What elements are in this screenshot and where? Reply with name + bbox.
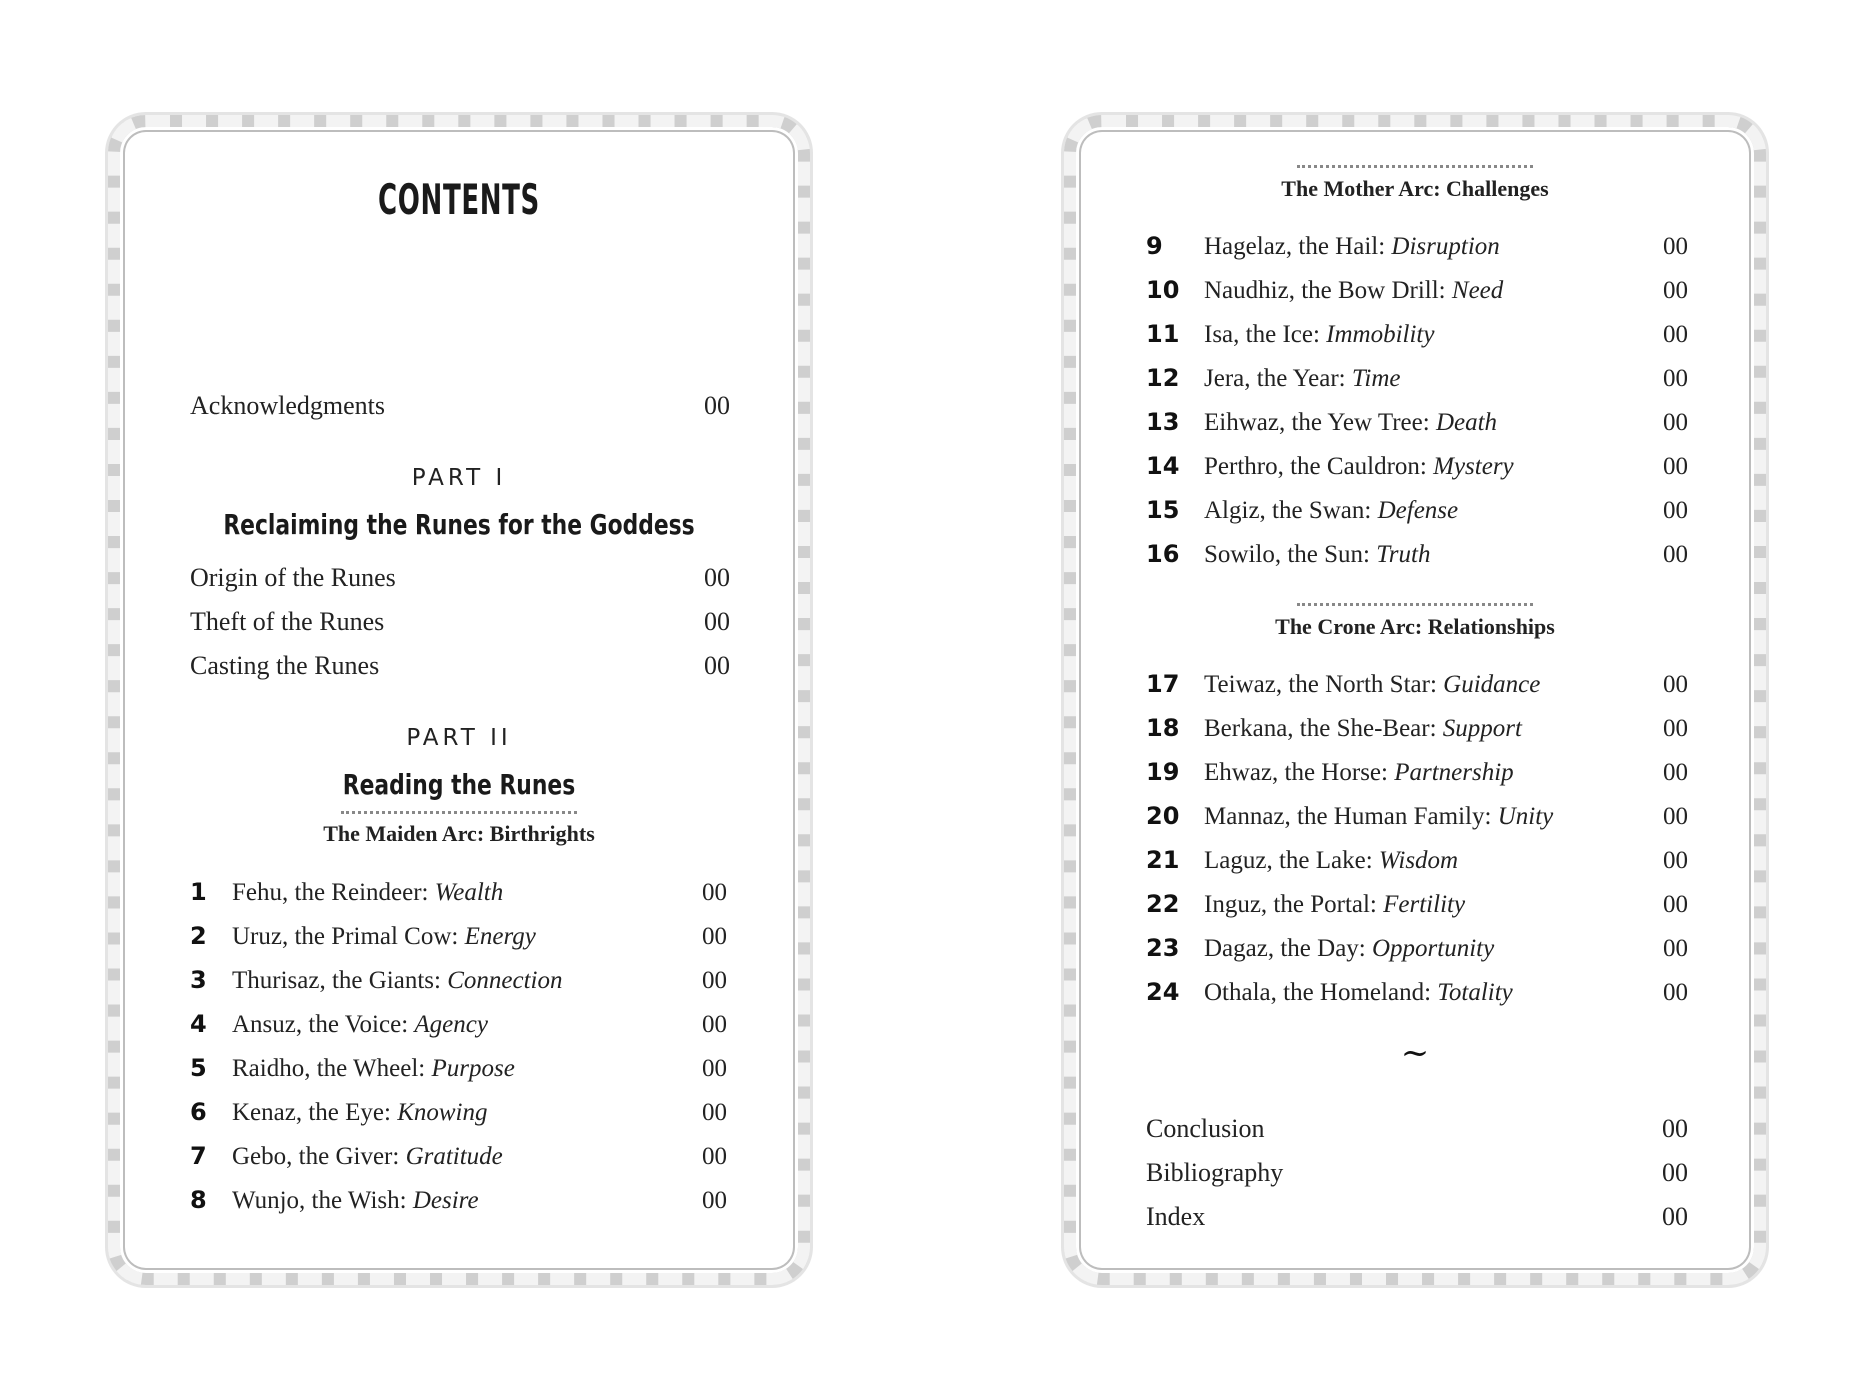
entry-label: Conclusion <box>1146 1114 1265 1143</box>
entry-page: 00 <box>1662 1158 1688 1187</box>
rune-name: Laguz, the Lake: <box>1204 847 1379 874</box>
rune-number: 12 <box>1146 364 1180 392</box>
rune-theme: Fertility <box>1383 891 1466 918</box>
rune-name: Thurisaz, the Giants: <box>232 967 448 994</box>
swash-ornament: ~ <box>1400 1033 1430 1073</box>
rune-theme: Defense <box>1377 497 1459 524</box>
rune-title <box>1204 321 1663 349</box>
rune-page-number: 00 <box>1663 453 1688 480</box>
rune-entry[interactable] <box>1146 670 1688 710</box>
part-1-label: PART I <box>411 465 507 491</box>
rune-entry[interactable] <box>1146 934 1688 974</box>
rune-number: 4 <box>190 1010 207 1038</box>
rune-title <box>1204 671 1663 699</box>
rune-page-number: 00 <box>1663 847 1688 874</box>
rune-number: 15 <box>1146 496 1180 524</box>
entry-label: Casting the Runes <box>190 651 380 680</box>
rune-name: Isa, the Ice: <box>1204 321 1327 348</box>
rune-entry[interactable] <box>1146 276 1688 316</box>
toc-entry[interactable] <box>190 607 730 637</box>
rune-theme: Truth <box>1376 541 1431 568</box>
rune-theme: Partnership <box>1394 759 1514 786</box>
rune-page-number: 00 <box>1663 321 1688 348</box>
rune-name: Dagaz, the Day: <box>1204 935 1372 962</box>
part-1-title: Reclaiming the Runes for the Goddess <box>223 508 695 541</box>
right-page <box>1064 115 1766 1285</box>
rune-theme: Support <box>1442 715 1522 742</box>
rune-number: 21 <box>1146 846 1180 874</box>
rune-theme: Connection <box>447 967 563 994</box>
rune-theme: Mystery <box>1433 453 1514 480</box>
rune-page-number: 00 <box>702 923 727 950</box>
dotted-divider <box>1297 165 1533 168</box>
rune-page-number: 00 <box>702 1187 727 1214</box>
rune-name: Sowilo, the Sun: <box>1204 541 1377 568</box>
entry-page: 00 <box>704 563 730 592</box>
rune-number: 20 <box>1146 802 1180 830</box>
entry-label: Bibliography <box>1146 1158 1284 1187</box>
rune-name: Mannaz, the Human Family: <box>1204 803 1498 830</box>
rune-page-number: 00 <box>1663 277 1688 304</box>
rune-title <box>232 1055 702 1083</box>
entry-page: 00 <box>704 607 730 636</box>
rune-title <box>1204 497 1663 525</box>
entry-page: 00 <box>1662 1114 1688 1143</box>
rune-title <box>1204 759 1663 787</box>
rune-entry[interactable] <box>190 966 727 1006</box>
rune-entry[interactable] <box>1146 540 1688 580</box>
rune-title <box>1204 715 1663 743</box>
rune-page-number: 00 <box>702 879 727 906</box>
mother-arc-title: The Mother Arc: Challenges <box>1281 176 1549 201</box>
rune-title <box>1204 541 1663 569</box>
dotted-divider <box>1297 603 1533 606</box>
toc-entry[interactable] <box>190 651 730 681</box>
rune-title <box>232 967 702 995</box>
rune-title <box>232 1011 702 1039</box>
rune-name: Othala, the Homeland: <box>1204 979 1438 1006</box>
toc-entry-bibliography[interactable] <box>1146 1158 1688 1188</box>
rune-entry[interactable] <box>1146 714 1688 754</box>
rune-name: Algiz, the Swan: <box>1204 497 1378 524</box>
toc-entry-acknowledgments[interactable] <box>190 391 730 421</box>
entry-label: Theft of the Runes <box>190 607 385 636</box>
rune-page-number: 00 <box>1663 935 1688 962</box>
rune-page-number: 00 <box>1663 233 1688 260</box>
rune-name: Hagelaz, the Hail: <box>1204 233 1392 260</box>
rune-entry[interactable] <box>190 1010 727 1050</box>
rune-number: 11 <box>1146 320 1180 348</box>
rune-page-number: 00 <box>1663 891 1688 918</box>
rune-theme: Wisdom <box>1378 847 1459 874</box>
part-2-label: PART II <box>406 725 512 751</box>
rune-theme: Knowing <box>397 1099 488 1126</box>
rune-number: 13 <box>1146 408 1180 436</box>
rune-title <box>1204 803 1663 831</box>
rune-page-number: 00 <box>1663 541 1688 568</box>
rune-number: 16 <box>1146 540 1180 568</box>
rune-theme: Disruption <box>1391 233 1500 260</box>
contents-title: CONTENTS <box>378 175 540 224</box>
rune-name: Eihwaz, the Yew Tree: <box>1204 409 1436 436</box>
rune-entry[interactable] <box>190 1186 727 1226</box>
rune-entry[interactable] <box>1146 758 1688 798</box>
rune-page-number: 00 <box>702 1143 727 1170</box>
rune-entry[interactable] <box>1146 802 1688 842</box>
rune-theme: Unity <box>1497 803 1554 830</box>
rune-number: 19 <box>1146 758 1180 786</box>
rune-title <box>1204 233 1663 261</box>
rune-entry[interactable] <box>190 1142 727 1182</box>
rune-page-number: 00 <box>1663 979 1688 1006</box>
rune-name: Ehwaz, the Horse: <box>1204 759 1395 786</box>
toc-entry-conclusion[interactable] <box>1146 1114 1688 1144</box>
rune-entry[interactable] <box>1146 364 1688 404</box>
part-2-title: Reading the Runes <box>342 768 576 801</box>
crone-arc-title: The Crone Arc: Relationships <box>1275 614 1555 639</box>
rune-entry[interactable] <box>190 922 727 962</box>
rune-title <box>1204 979 1663 1007</box>
rune-number: 18 <box>1146 714 1180 742</box>
rune-name: Naudhiz, the Bow Drill: <box>1204 277 1452 304</box>
rune-number: 22 <box>1146 890 1180 918</box>
rune-theme: Wealth <box>434 879 504 906</box>
entry-label: Origin of the Runes <box>190 563 396 592</box>
rune-number: 7 <box>190 1142 207 1170</box>
rune-title <box>1204 453 1663 481</box>
rune-number: 9 <box>1146 232 1163 260</box>
entry-page: 00 <box>704 391 730 420</box>
rune-entry[interactable] <box>1146 846 1688 886</box>
rune-name: Raidho, the Wheel: <box>232 1055 432 1082</box>
toc-entry[interactable] <box>190 563 730 593</box>
rune-entry[interactable] <box>1146 452 1688 492</box>
rune-title <box>1204 847 1663 875</box>
rune-page-number: 00 <box>1663 715 1688 742</box>
rune-entry[interactable] <box>1146 320 1688 360</box>
rune-theme: Desire <box>412 1187 479 1214</box>
rune-entry[interactable] <box>190 1098 727 1138</box>
rune-title <box>1204 935 1663 963</box>
rune-number: 17 <box>1146 670 1180 698</box>
rune-page-number: 00 <box>1663 365 1688 392</box>
entry-page: 00 <box>1662 1202 1688 1231</box>
rune-entry[interactable] <box>190 878 727 918</box>
rune-theme: Immobility <box>1326 321 1435 348</box>
rune-theme: Energy <box>464 923 536 950</box>
rune-title <box>232 879 702 907</box>
rune-theme: Gratitude <box>405 1143 503 1170</box>
rune-title <box>1204 365 1663 393</box>
dotted-divider <box>341 811 577 814</box>
rune-title <box>232 1099 702 1127</box>
rune-title <box>232 1187 702 1215</box>
rune-entry[interactable] <box>190 1054 727 1094</box>
entry-label: Acknowledgments <box>190 391 385 420</box>
rune-page-number: 00 <box>702 1099 727 1126</box>
rune-theme: Totality <box>1437 979 1513 1006</box>
toc-entry-index[interactable] <box>1146 1202 1688 1232</box>
rune-title <box>1204 891 1663 919</box>
rune-name: Ansuz, the Voice: <box>232 1011 415 1038</box>
rune-page-number: 00 <box>1663 497 1688 524</box>
rune-entry[interactable] <box>1146 496 1688 536</box>
left-page <box>108 115 810 1285</box>
entry-page: 00 <box>704 651 730 680</box>
rune-number: 10 <box>1146 276 1180 304</box>
rune-name: Berkana, the She-Bear: <box>1204 715 1443 742</box>
rune-name: Wunjo, the Wish: <box>232 1187 413 1214</box>
rune-title <box>1204 409 1663 437</box>
rune-entry[interactable] <box>1146 978 1688 1018</box>
rune-title <box>1204 277 1663 305</box>
rune-page-number: 00 <box>702 1055 727 1082</box>
rune-theme: Purpose <box>431 1055 515 1082</box>
rune-page-number: 00 <box>1663 759 1688 786</box>
rune-number: 8 <box>190 1186 207 1214</box>
rune-theme: Need <box>1451 277 1504 304</box>
rune-name: Fehu, the Reindeer: <box>232 879 435 906</box>
rune-number: 23 <box>1146 934 1180 962</box>
maiden-arc-title: The Maiden Arc: Birthrights <box>323 821 595 846</box>
rune-entry[interactable] <box>1146 890 1688 930</box>
rune-page-number: 00 <box>1663 803 1688 830</box>
rune-name: Kenaz, the Eye: <box>232 1099 398 1126</box>
rune-name: Uruz, the Primal Cow: <box>232 923 465 950</box>
rune-title <box>232 1143 702 1171</box>
rune-name: Jera, the Year: <box>1204 365 1352 392</box>
rune-number: 2 <box>190 922 207 950</box>
rune-number: 14 <box>1146 452 1180 480</box>
rune-number: 6 <box>190 1098 207 1126</box>
rune-theme: Opportunity <box>1371 935 1495 962</box>
rune-page-number: 00 <box>702 1011 727 1038</box>
rune-name: Perthro, the Cauldron: <box>1204 453 1434 480</box>
rune-title <box>232 923 702 951</box>
rune-theme: Death <box>1435 409 1498 436</box>
rune-name: Inguz, the Portal: <box>1204 891 1384 918</box>
rune-theme: Time <box>1351 365 1401 392</box>
rune-page-number: 00 <box>1663 671 1688 698</box>
rune-number: 3 <box>190 966 207 994</box>
rune-theme: Guidance <box>1443 671 1541 698</box>
rune-page-number: 00 <box>1663 409 1688 436</box>
rune-theme: Agency <box>414 1011 488 1038</box>
rune-page-number: 00 <box>702 967 727 994</box>
rune-number: 5 <box>190 1054 207 1082</box>
rune-entry[interactable] <box>1146 232 1688 272</box>
rune-number: 24 <box>1146 978 1180 1006</box>
entry-label: Index <box>1146 1202 1206 1231</box>
rune-entry[interactable] <box>1146 408 1688 448</box>
rune-name: Teiwaz, the North Star: <box>1204 671 1444 698</box>
rune-number: 1 <box>190 878 207 906</box>
rune-name: Gebo, the Giver: <box>232 1143 406 1170</box>
